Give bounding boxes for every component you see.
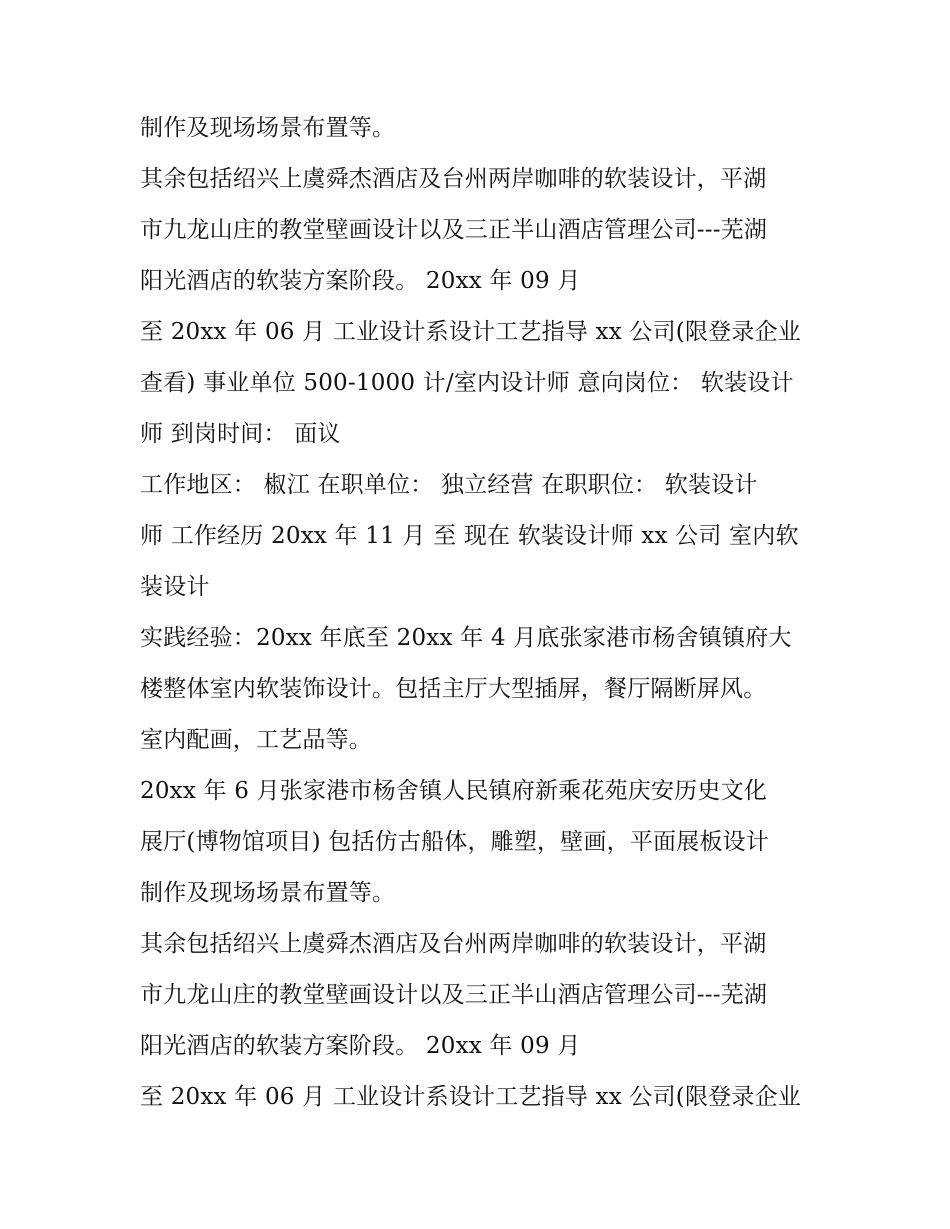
text-line: 其余包括绍兴上虞舜杰酒店及台州两岸咖啡的软装设计，平湖 <box>140 931 767 957</box>
text-line: 工作地区： 椒江 在职单位： 独立经营 在职职位： 软装设计 <box>140 472 758 498</box>
text-line: 室内配画，工艺品等。 <box>140 727 372 753</box>
text-line: 20xx 年 6 月张家港市杨舍镇人民镇府新乘花苑庆安历史文化 <box>140 778 767 804</box>
text-line: 至 20xx 年 06 月 工业设计系设计工艺指导 xx 公司(限登录企业 <box>140 1084 801 1110</box>
text-line: 装设计 <box>140 574 210 600</box>
document-body <box>140 103 820 1123</box>
text-line: 查看) 事业单位 500-1000 计/室内设计师 意向岗位： 软装设计 <box>140 370 794 396</box>
text-line: 制作及现场场景布置等。 <box>140 115 396 141</box>
text-line: 市九龙山庄的教堂壁画设计以及三正半山酒店管理公司---芜湖 <box>140 982 768 1008</box>
text-line: 市九龙山庄的教堂壁画设计以及三正半山酒店管理公司---芜湖 <box>140 217 768 243</box>
text-line: 阳光酒店的软装方案阶段。 20xx 年 09 月 <box>140 1033 581 1059</box>
text-line: 展厅(博物馆项目) 包括仿古船体，雕塑，壁画，平面展板设计 <box>140 829 770 855</box>
text-line: 师 到岗时间： 面议 <box>140 421 341 447</box>
text-line: 至 20xx 年 06 月 工业设计系设计工艺指导 xx 公司(限登录企业 <box>140 319 801 345</box>
text-line: 实践经验：20xx 年底至 20xx 年 4 月底张家港市杨舍镇镇府大 <box>140 625 792 651</box>
text-line: 其余包括绍兴上虞舜杰酒店及台州两岸咖啡的软装设计，平湖 <box>140 166 767 192</box>
text-line: 师 工作经历 20xx 年 11 月 至 现在 软装设计师 xx 公司 室内软 <box>140 523 799 549</box>
text-line: 制作及现场场景布置等。 <box>140 880 396 906</box>
text-line: 楼整体室内软装饰设计。包括主厅大型插屏，餐厅隔断屏风。 <box>140 676 767 702</box>
text-line: 阳光酒店的软装方案阶段。 20xx 年 09 月 <box>140 268 581 294</box>
